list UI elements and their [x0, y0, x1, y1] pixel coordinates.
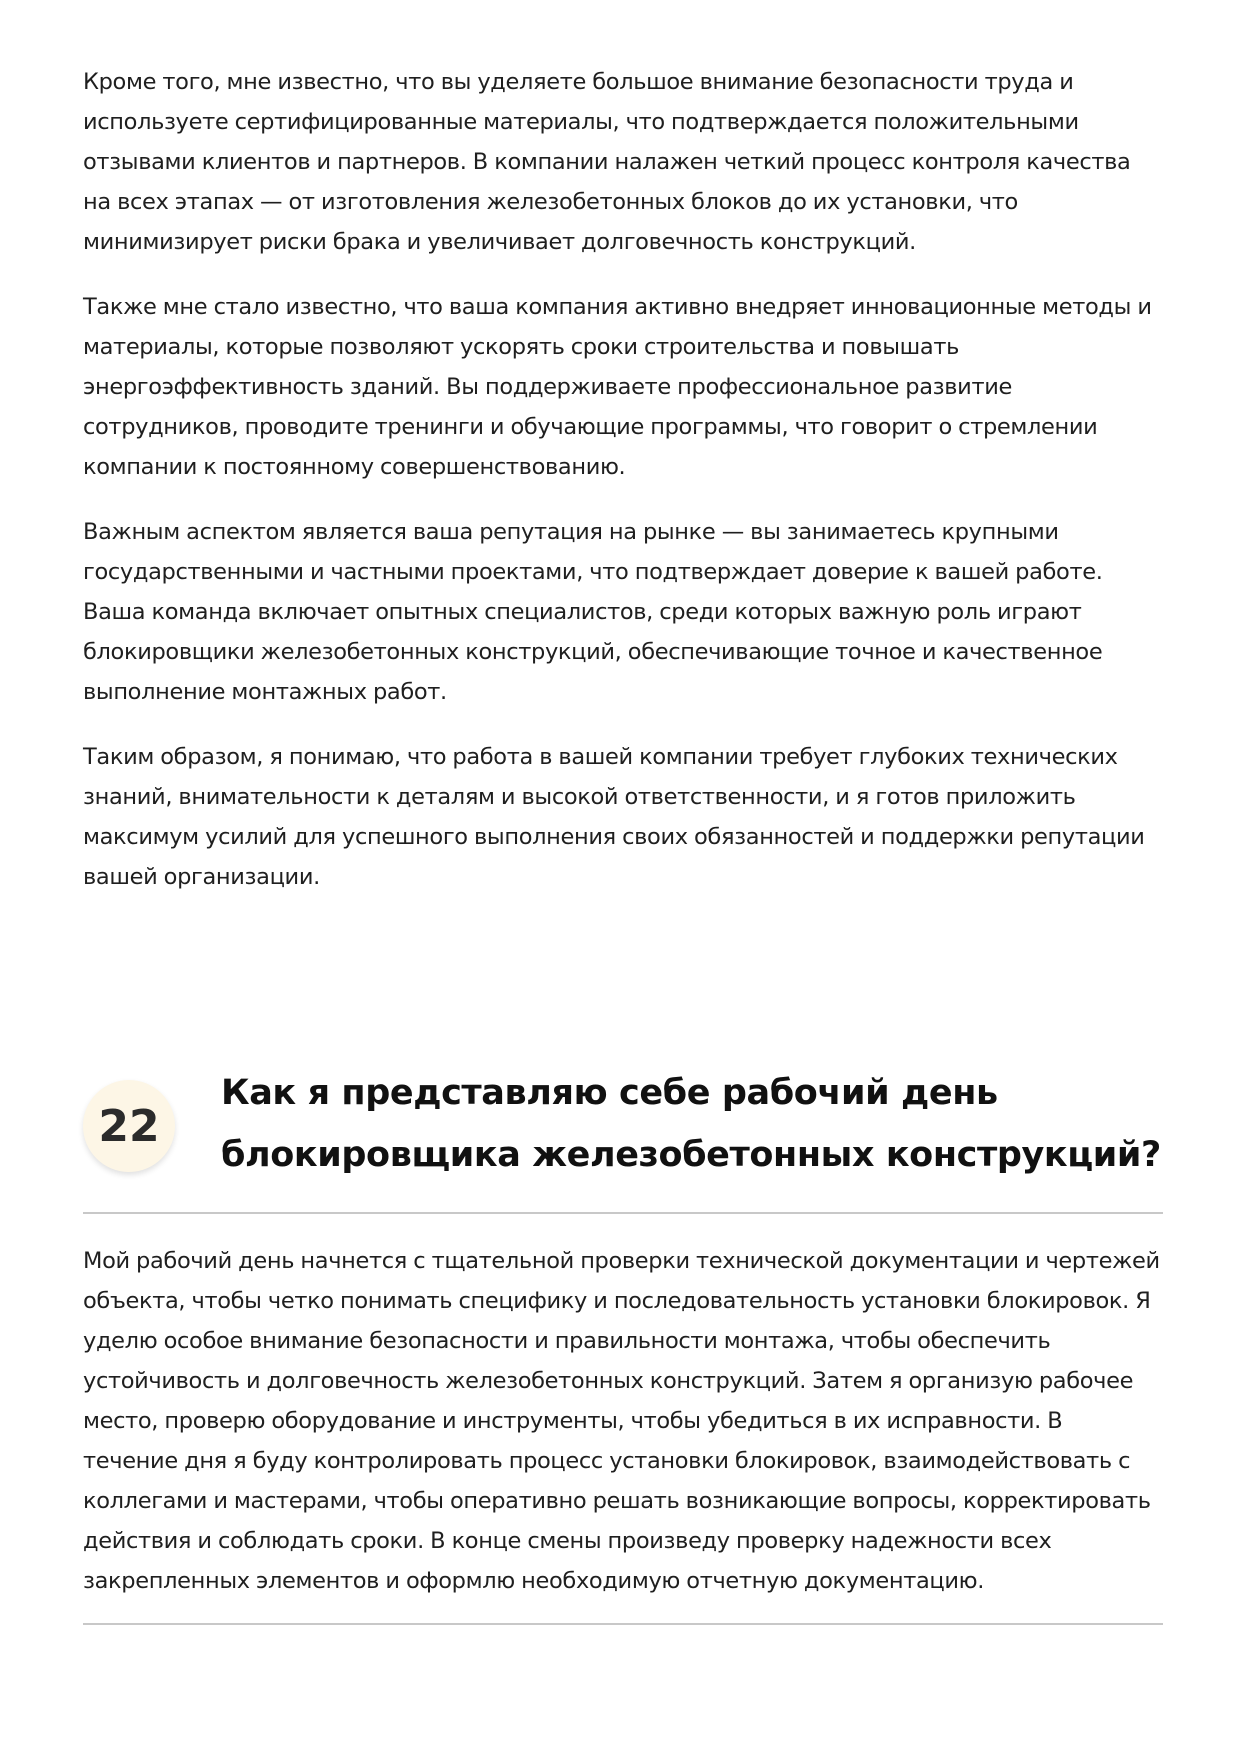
- question-header: [83, 1070, 1163, 1214]
- paragraph-innovation: Также мне стало известно, что ваша компания активно внедряет инновационные методы и материалы, которые позволяют ускорять сроки строительства и повышать энергоэффективность зданий. Вы поддерживаете профессиональное развитие сотрудников, проводите тренинги и обучающие программы, что говорит о стремлении компании к постоянному совершенствованию.: [83, 294, 1152, 480]
- paragraph-reputation: Важным аспектом является ваша репутация на рынке — вы занимаетесь крупными государственными и частными проектами, что подтверждает доверие к вашей работе. Ваша команда включает опытных специалистов, среди которых важную роль играют блокировщики железобетонных конструкций, обеспечивающие точное и качественное выполнение монтажных работ.: [83, 519, 1103, 705]
- document-page: [83, 0, 1163, 1594]
- paragraph-safety: Кроме того, мне известно, что вы уделяете большое внимание безопасности труда и используете сертифицированные материалы, что подтверждается положительными отзывами клиентов и партнеров. В компании налажен четкий процесс контроля качества на всех этапах — от изготовления железобетонных блоков до их установки, что минимизирует риски брака и увеличивает долговечность конструкций.: [83, 69, 1131, 255]
- intro-section: [83, 62, 1163, 897]
- answer-block: [83, 1241, 1163, 1625]
- question-title: Как я представляю себе рабочий день блокировщика железобетонных конструкций?: [221, 1073, 1161, 1175]
- question-section: [83, 1070, 1163, 1625]
- paragraph-conclusion: Таким образом, я понимаю, что работа в вашей компании требует глубоких технических знаний, внимательности к деталям и высокой ответственности, и я готов приложить максимум усилий для успешного выполнения своих обязанностей и поддержки репутации вашей организации.: [83, 744, 1145, 890]
- answer-text: Мой рабочий день начнется с тщательной проверки технической документации и чертежей объекта, чтобы четко понимать специфику и последовательность установки блокировок. Я уделю особое внимание безопасности и правильности монтажа, чтобы обеспечить устойчивость и долговечность железобетонных конструкций. Затем я организую рабочее место, проверю оборудование и инструменты, чтобы убедиться в их исправности. В течение дня я буду контролировать процесс установки блокировок, взаимодействовать с коллегами и мастерами, чтобы оперативно решать возникающие вопросы, корректировать действия и соблюдать сроки. В конце смены произведу проверку надежности всех закрепленных элементов и оформлю необходимую отчетную документацию.: [83, 1248, 1160, 1594]
- question-number-badge: 22: [83, 1080, 175, 1172]
